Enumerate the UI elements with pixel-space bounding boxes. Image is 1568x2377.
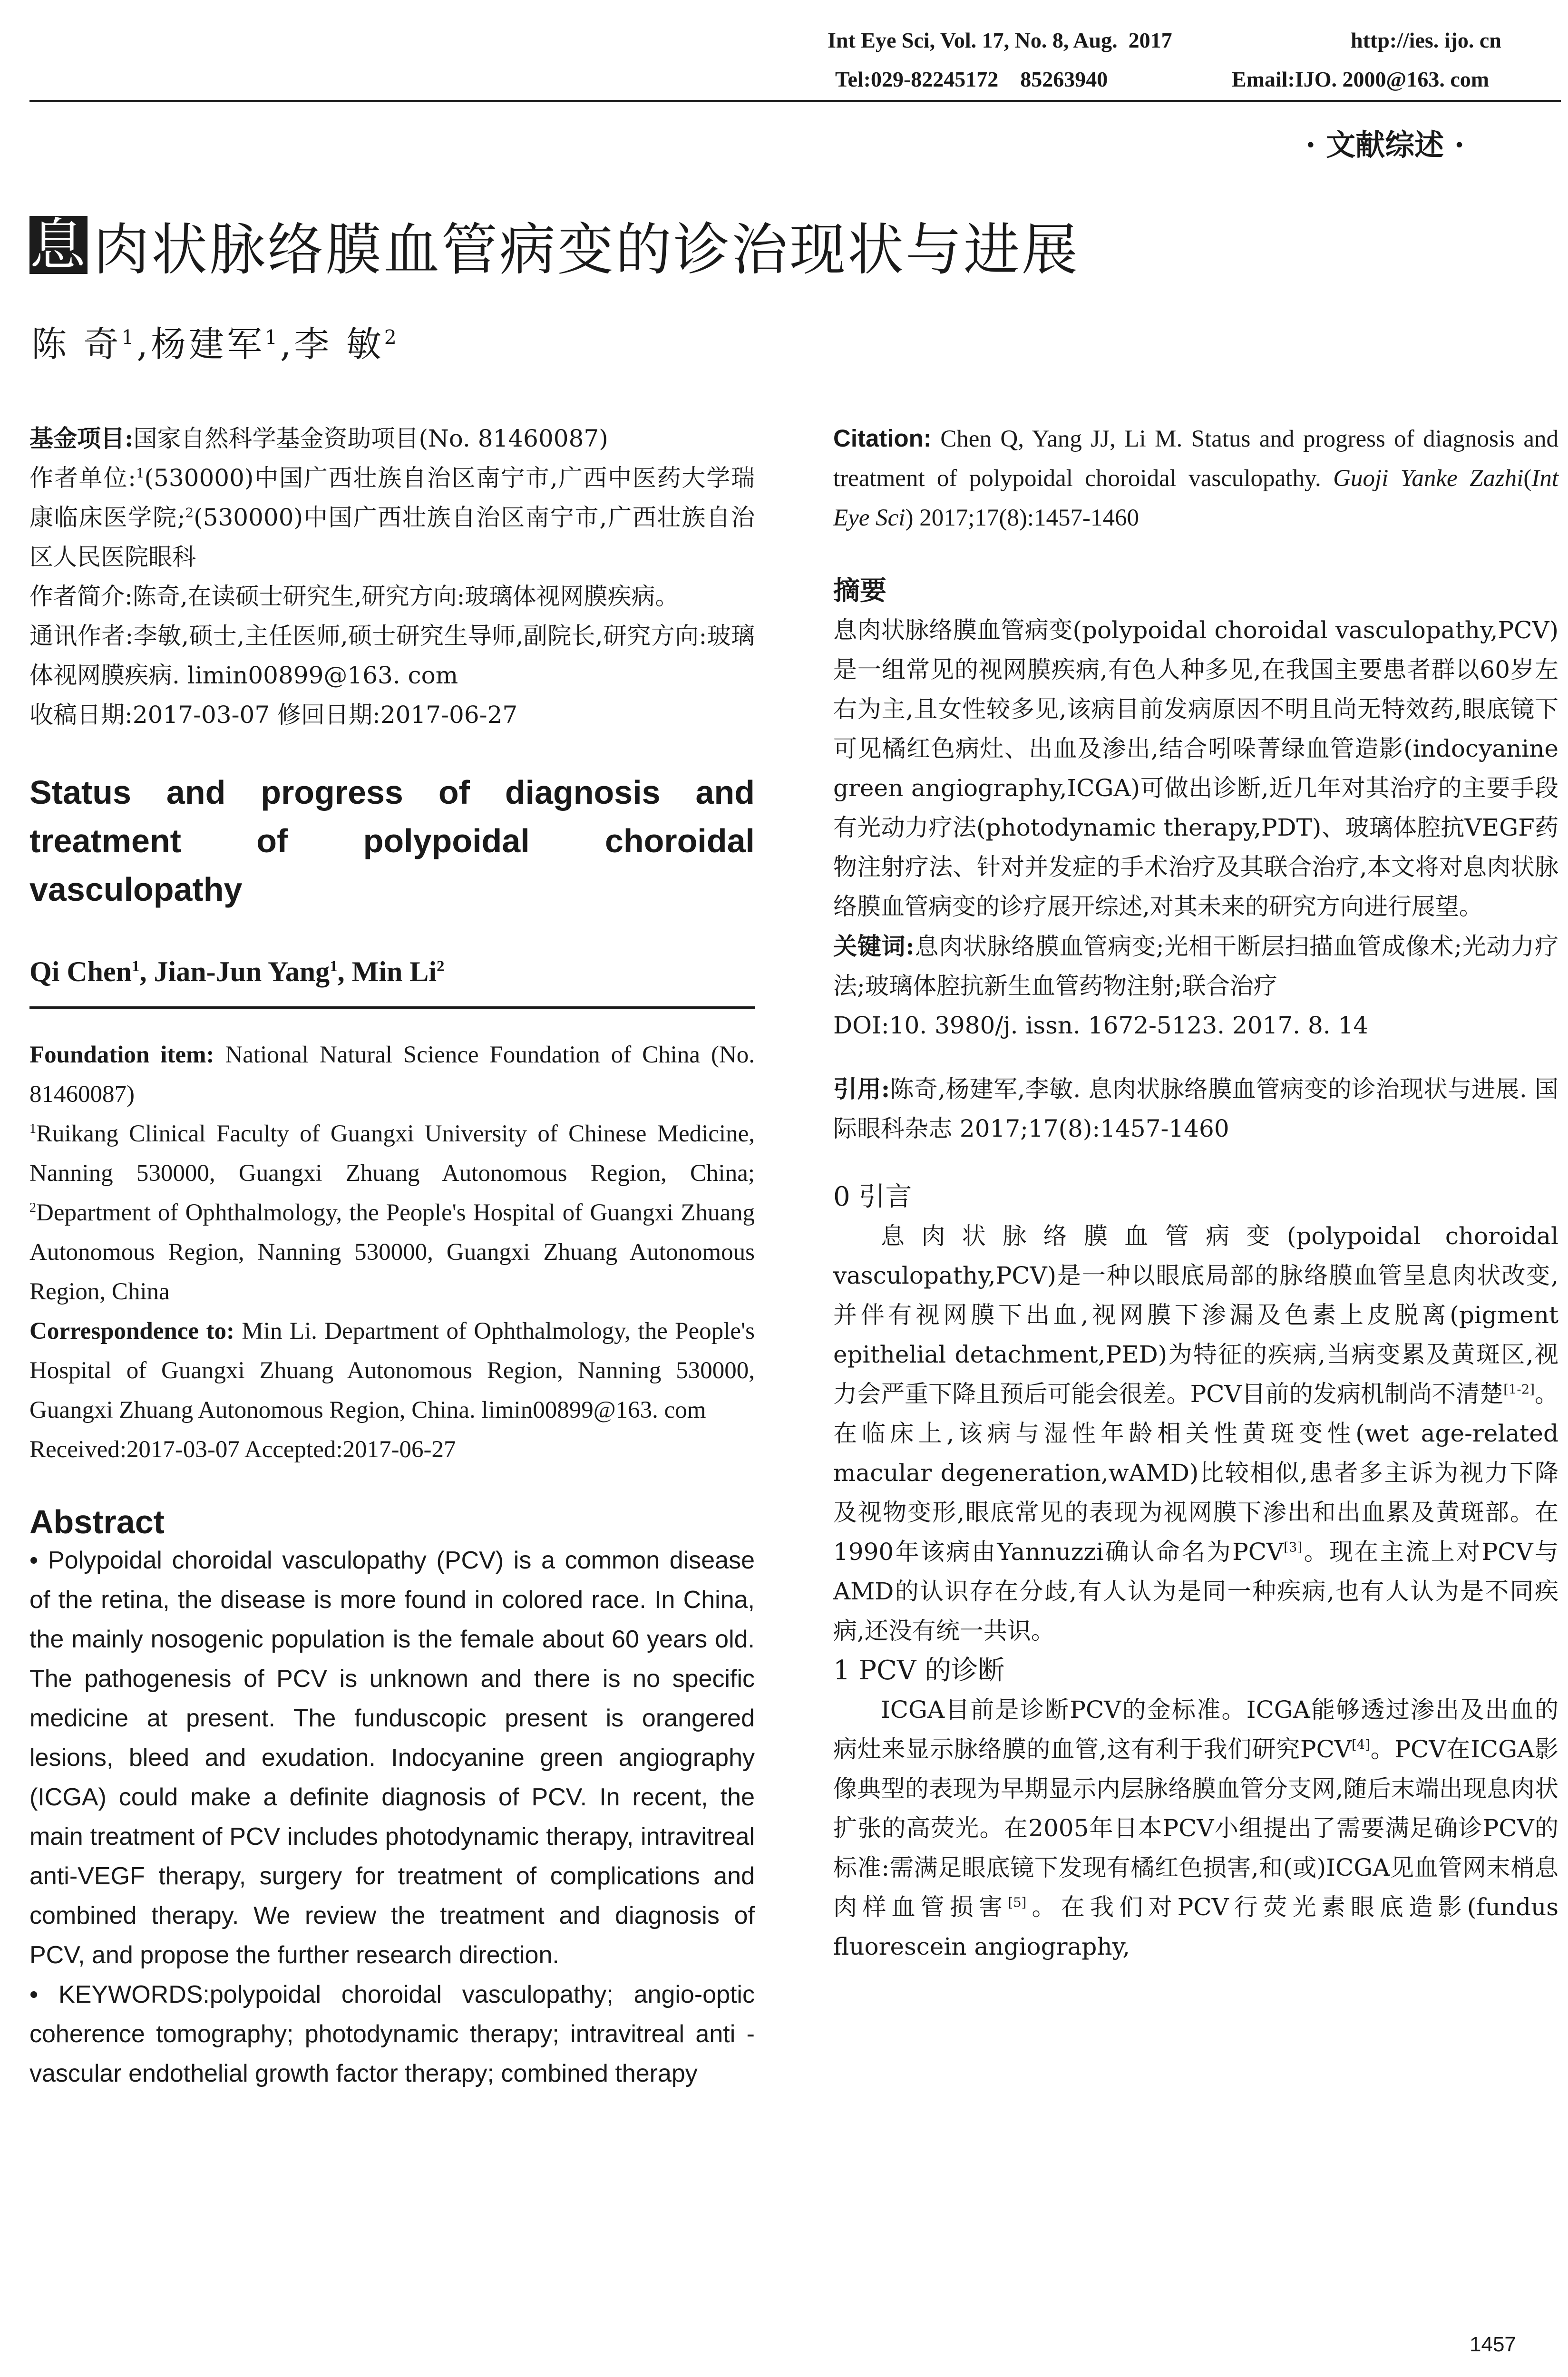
authors-cn: 陈 奇$^1$,杨建军$^1$,李 敏$^2$ — [31, 324, 399, 365]
header-journal: Int Eye Sci, Vol. 17, No. 8, Aug. 2017 — [828, 28, 1172, 52]
section-tag: · 文献综述 · — [1305, 127, 1465, 162]
header-tel: Tel:029-82245172 85263940 — [835, 67, 1108, 91]
abstract-heading-cn: 摘要 — [833, 575, 886, 606]
section1-heading: 1 PCV 的诊断 — [833, 1655, 1005, 1686]
right-column — [833, 419, 1558, 1967]
dates-cn: 收稿日期:2017-03-07 修回日期:2017-06-27 — [29, 701, 518, 729]
intro-paragraph: 息肉状脉络膜血管病变(polypoidal choroidal vasculopathy,PCV)是一种以眼底局部的脉络膜血管呈息肉状改变,并伴有视网膜下出血,视网膜下渗漏及色素上皮脱离(pigment epithelial detachment,PED)为特征的疾病,当病变累及黄斑区,视力会严重下降且预后可能会很差。PCV目前的发病机制尚不清楚[1-2]。在临床上,该病与湿性年龄相关性黄斑变性(wet age-related macular degeneration,wAMD)比较相似,患者多主诉为视力下降及视物变形,眼底常见的表现为视网膜下渗出和出血累及黄斑部。在1990年该病由Yannuzzi确认命名为PCV[3]。现在主流上对PCV与AMD的认识存在分歧,有人认为是同一种疾病,也有人认为是不同疾病,还没有统一共识。 — [833, 1222, 1558, 1645]
keywords-en: • KEYWORDS:polypoidal choroidal vasculopathy; angio-optic coherence tomography; photodynamic therapy; intravitreal anti - vascular endothelial growth factor therapy; combined therapy — [29, 1981, 755, 2087]
foundation-item: Foundation item: National Natural Science Foundation of China (No. 81460087) — [29, 1042, 755, 1108]
english-authors: Qi Chen$^1$, Jian-Jun Yang$^1$, Min Li$^2$ — [29, 956, 445, 987]
header-url: http://ies. ijo. cn — [1351, 28, 1501, 52]
citation-en: Citation: Chen Q, Yang JJ, Li M. Status and progress of diagnosis and treatment of polypoidal choroidal vasculopathy. Guoji Yanke Zazhi(Int Eye Sci) 2017;17(8):1457-1460 — [833, 425, 1558, 531]
affiliation-cn: 作者单位:$^1$(530000)中国广西壮族自治区南宁市,广西中医药大学瑞康临床医学院;$^2$(530000)中国广西壮族自治区南宁市,广西壮族自治区人民医院眼科 — [29, 464, 755, 571]
intro-heading: 0 引言 — [833, 1181, 912, 1212]
left-column — [29, 419, 755, 2094]
affiliation-en-1: $^1$Ruikang Clinical Faculty of Guangxi University of Chinese Medicine, Nanning 530000, Guangxi Zhuang Autonomous Region, China; $^2$Department of Ophthalmology, the People's Hospital of Guangxi Zhuang Autonomous Region, Nanning 530000, Guangxi Zhuang Autonomous Region, China — [29, 1120, 755, 1305]
english-title: Status and progress of diagnosis and treatment of polypoidal choroidal vasculopathy — [29, 774, 755, 908]
abstract-en: • Polypoidal choroidal vasculopathy (PCV) is a common disease of the retina, the disease is more found in colored race. In China, the mainly nosogenic population is the female about 60 years old. The pathogenesis of PCV is unknown and there is no specific medicine at present. The funduscopic present is orangered lesions, bleed and exudation. Indocyanine green angiography (ICGA) could make a definite diagnosis of PCV. In recent, the main treatment of PCV includes photodynamic therapy, intravitreal anti-VEGF therapy, surgery for treatment of complications and combined therapy. We review the treatment and diagnosis of PCV, and propose the further research direction. — [29, 1547, 755, 1969]
correspondence-en: Correspondence to: Min Li. Department of Ophthalmology, the People's Hospital of Guangxi Zhuang Autonomous Region, Nanning 530000, Guangxi Zhuang Autonomous Region, China. limin00899@163. com — [29, 1318, 755, 1423]
abstract-cn: 息肉状脉络膜血管病变(polypoidal choroidal vasculopathy,PCV)是一组常见的视网膜疾病,有色人种多见,在我国主要患者群以60岁左右为主,且女性较多见,该病目前发病原因不明且尚无特效药,眼底镜下可见橘红色病灶、出血及渗出,结合吲哚菁绿血管造影(indocyanine green angiography,ICGA)可做出诊断,近几年对其治疗的主要手段有光动力疗法(photodynamic therapy,PDT)、玻璃体腔抗VEGF药物注射疗法、针对并发症的手术治疗及其联合治疗,本文将对息肉状脉络膜血管病变的诊疗展开综述,对其未来的研究方向进行展望。 — [833, 616, 1558, 920]
keywords-cn: 关键词:息肉状脉络膜血管病变;光相干断层扫描血管成像术;光动力疗法;玻璃体腔抗新生血管药物注射;联合治疗 — [833, 932, 1558, 1000]
author-bio: 作者简介:陈奇,在读硕士研究生,研究方向:玻璃体视网膜疾病。 — [29, 583, 679, 610]
correspondence-cn: 通讯作者:李敏,硕士,主任医师,硕士研究生导师,副院长,研究方向:玻璃体视网膜疾病. limin00899@163. com — [29, 622, 755, 689]
funding: 基金项目:国家自然科学基金资助项目(No. 81460087) — [29, 424, 608, 452]
title-rest: 肉状脉络膜血管病变的诊治现状与进展 — [93, 217, 1080, 283]
doi: DOI:10. 3980/j. issn. 1672-5123. 2017. 8. 14 — [833, 1012, 1369, 1039]
article-title — [29, 205, 1080, 285]
header-rule — [29, 100, 1561, 102]
header-email: Email:IJO. 2000@163. com — [1232, 67, 1490, 91]
page-number: 1457 — [1470, 2333, 1516, 2356]
cite-cn: 引用:陈奇,杨建军,李敏. 息肉状脉络膜血管病变的诊治现状与进展. 国际眼科杂志 2017;17(8):1457-1460 — [833, 1075, 1558, 1142]
section1-paragraph: ICGA目前是诊断PCV的金标准。ICGA能够透过渗出及出血的病灶来显示脉络膜的血管,这有利于我们研究PCV[4]。PCV在ICGA影像典型的表现为早期显示内层脉络膜血管分支网,随后末端出现息肉状扩张的高荧光。在2005年日本PCV小组提出了需要满足确诊PCV的标准:需满足眼底镜下发现有橘红色损害,和(或)ICGA见血管网末梢息肉样血管损害[5]。在我们对PCV行荧光素眼底造影(fundus fluorescein angiography, — [833, 1696, 1559, 1960]
abstract-heading-en: Abstract — [29, 1503, 165, 1540]
received-dates: Received:2017-03-07 Accepted:2017-06-27 — [29, 1436, 456, 1463]
title-first-char: 息 — [29, 212, 88, 278]
